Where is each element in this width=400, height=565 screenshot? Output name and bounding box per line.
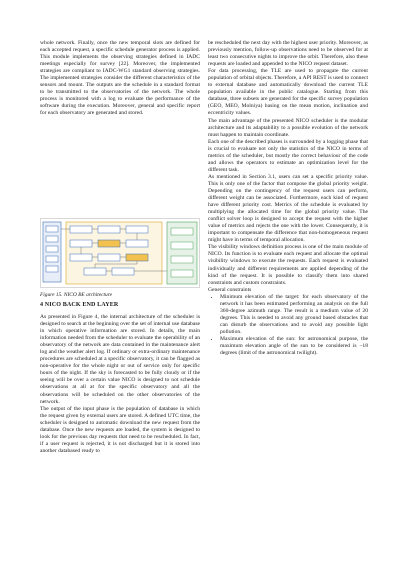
paragraph: As presented in Figure 4, the internal architecture of the scheduler is designed to search at the beginning over the set of internal use database in which operative information are stored. In details, the main information needed from the scheduler to evaluate the operability of an observatory of the network are data contained in the maintenance alert log and the weather alert log. If ordinary or extra-ordinary maintenance procedures are scheduled at a specific observatory, it can be flagged as non-operative for the whole night or out of service only for specific hours of the night. If the sky is forecasted to be fully cloudy or if the seeing will be over a certain value NICO is designed to not schedule observations at all at for the specific observatory and all the observations will be scheduled on the other observatories of the network. — [40, 314, 200, 405]
architecture-diagram — [40, 218, 200, 288]
figure-caption: Figure 15. NICO BE architecture — [40, 292, 113, 298]
architecture-figure — [40, 218, 200, 288]
input-box-5 — [46, 266, 58, 272]
input-box-2 — [46, 236, 58, 242]
list-item: • Minimum elevation of the target: for each observatory of the network it has been estimated performing an analysis on the full 360-degree azimuth range. The result is a medium value of 20 degrees. This is needed to avoid any ground based obstacles that can disturb the observations and to avoid any possible light pollution. — [220, 294, 368, 336]
input-box-3 — [46, 246, 58, 252]
paragraph: be rescheduled the next day with the highest user priority. Moreover, as previously mention, follow-up observations need to be observed for at least two consecutive nights to improve the orbit. Therefore, also these requests are loaded and appended to the NICO request dataset. — [208, 40, 368, 68]
paragraph: For data processing, the TLE are used to propagate the current population of orbital objects. Therefore, a API REST is used to connect to external database and automatically download the current TLE population available in the public catalogue. Starting from this database, three subsets are generated for the specific survey population (GEO, MEO, Molniya) basing on the mean motion, inclination and eccentricity values. — [208, 68, 368, 117]
input-box-1 — [46, 226, 58, 232]
paragraph: Each one of the described phases is surrounded by a logging phase that is crucial to evaluate not only the statistics of the NICO in terms of metrics of the scheduler, but mostly the correct behaviour of the code and allows the operators to estimate an optimization level for the different task. — [208, 138, 368, 173]
paragraph: The output of the input phase is the population of database in which the request given by external users are stored. A defined UTC time, the scheduler is designed to automatic download the new request from the database. Once the new requests are loaded, the system is designed to look for the previous day requests that need to be rescheduled. In fact, if a user request is rejected, it is not discharged but it is stored into another databased ready to — [40, 405, 200, 454]
input-box-4 — [46, 256, 58, 262]
paragraph: The visibility windows definition process is one of the main module of NICO. Its function is to evaluate each request and allocate the optimal visibility windows to execute the requests. Each request is evaluated individually and different requirements are applied depending of the kind of the request. It is possible to classify them into shared constraints and custom constraints. — [208, 244, 368, 286]
paragraph: The main advantage of the presented NICO scheduler is the modular architecture and its adaptability to a possible evolution of the network must happen to maintain coordinate. — [208, 117, 368, 138]
section-heading: 4 NICO BACK END LAYER — [40, 302, 119, 308]
paragraph: As mentioned in Section 3.1, users can set a specific priority value. This is only one of the factor that compose the global priority weight. Depending on the contingency of the request users can perform, different weight can be associated. Furthermore, each kind of request have different priority cost. Metrics of the schedule is evaluated by multiplying the allocated time for the global priority value. The conflict solver loop is designed to accept the request with the higher value of metrics and rejects the one with the lower. Consequently, it is important to compensate the difference that non-homogeneous request might have in terms of temporal allocation. — [208, 173, 368, 244]
watermark — [215, 406, 235, 426]
list-item: • Maximum elevation of the sun: for astronomical purpose, the maximum elevation angle of the sun to be considered is −18 degrees (limit of the astronomical twilight). — [220, 336, 368, 357]
subheading: General constraints — [208, 286, 252, 293]
paragraph: whole network. Finally, once the new temporal slots are defined for each accepted request, a specific schedule generator process is applied. This module implements the observing strategies defined in IADC meetings especially for survey [22]. Moreover, the implemented strategies are compliant to IADC-WG1 standard observing strategies. The implemented strategies consider the different characteristics of the sensors and mount. The outputs are the schedule in a standard format to be transmitted to the observatories of the network. The whole process is monitored with a log to evaluate the performance of the software during the execution. Moreover, general and specific report for each observatory are generated and stored. — [40, 40, 200, 117]
left-column-bottom — [40, 314, 200, 455]
left-column-top — [40, 40, 200, 118]
right-column — [208, 40, 368, 357]
constraints-list — [208, 294, 368, 357]
